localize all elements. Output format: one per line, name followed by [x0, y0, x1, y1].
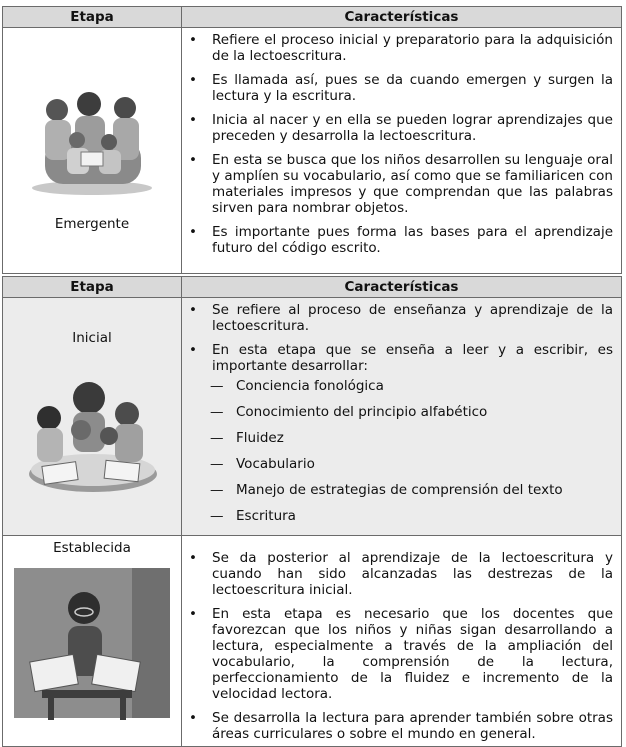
header-caracteristicas: Características [182, 277, 622, 298]
stage-cell-establecida [3, 536, 182, 747]
bullet-item: • Es llamada así, pues se da cuando emergen y surgen la lectura y la escritura. [189, 72, 613, 104]
child-reading-alone-illustration [14, 568, 170, 728]
dash-item: — Escritura [210, 508, 296, 524]
bullet-item: • Se refiere al proceso de enseñanza y aprendizaje de la lectoescritura. [189, 302, 613, 334]
header-etapa: Etapa [3, 7, 182, 28]
bullet-item: • En esta etapa que se enseña a leer y a escribir, es importante desarrollar: — Conciencia fonológica — Conocimiento del principio alfabético — Fluidez — Vocabulario — Manejo de estrategias de comprensión del texto — Escritura [189, 342, 613, 524]
bullet-list-emergente [182, 28, 621, 256]
dash-list-inicial [212, 378, 613, 524]
characteristics-cell-inicial [182, 298, 622, 536]
dash-item: — Conciencia fonológica [210, 378, 384, 394]
dash-item: — Vocabulario [210, 456, 315, 472]
characteristics-cell-establecida [182, 536, 622, 747]
stage-name-inicial: Inicial [72, 330, 112, 346]
header-caracteristicas: Características [182, 7, 622, 28]
characteristics-cell-emergente [182, 28, 622, 274]
bullet-list-inicial [182, 298, 621, 524]
header-etapa: Etapa [3, 277, 182, 298]
stage-name-emergente: Emergente [54, 216, 130, 232]
dash-item: — Conocimiento del principio alfabético [210, 404, 488, 420]
bullet-list-establecida [182, 536, 621, 742]
stages-table-inicial-establecida [2, 276, 622, 747]
bullet-item: • Es importante pues forma las bases para el aprendizaje futuro del código escrito. [189, 224, 613, 256]
bullet-item: • Se desarrolla la lectura para aprender también sobre otras áreas curriculares o sobre el mundo en general. [189, 710, 613, 742]
bullet-item: • En esta se busca que los niños desarrollen su lenguaje oral y amplíen su vocabulario, así como que se familiaricen con materiales impresos y que comprendan que las palabras sirven para nombrar objetos. [189, 152, 613, 216]
family-reading-illustration [27, 78, 157, 196]
children-reading-illustration [23, 378, 161, 498]
bullet-item: • Refiere el proceso inicial y preparatorio para la adquisición de la lectoescritura. [189, 32, 613, 64]
bullet-item: • En esta etapa es necesario que los docentes que favorezcan que los niños y niñas sigan desarrollando a lectura, especialmente a través de la ampliación del vocabulario, la comprensión de la lectura, perfeccionamiento de la fluidez e incremento de la velocidad lectora. [189, 606, 613, 702]
bullet-item: • Inicia al nacer y en ella se pueden lograr aprendizajes que preceden y desarrolla la lectoescritura. [189, 112, 613, 144]
stages-table-emergente [2, 6, 622, 274]
stage-cell-emergente [3, 28, 182, 274]
dash-item: — Fluidez [210, 430, 284, 446]
stage-name-establecida: Establecida [53, 540, 131, 556]
dash-item: — Manejo de estrategias de comprensión del texto [210, 482, 563, 498]
stage-cell-inicial [3, 298, 182, 536]
bullet-item: • Se da posterior al aprendizaje de la lectoescritura y cuando han sido alcanzadas las destrezas de la lectoescritura inicial. [189, 550, 613, 598]
